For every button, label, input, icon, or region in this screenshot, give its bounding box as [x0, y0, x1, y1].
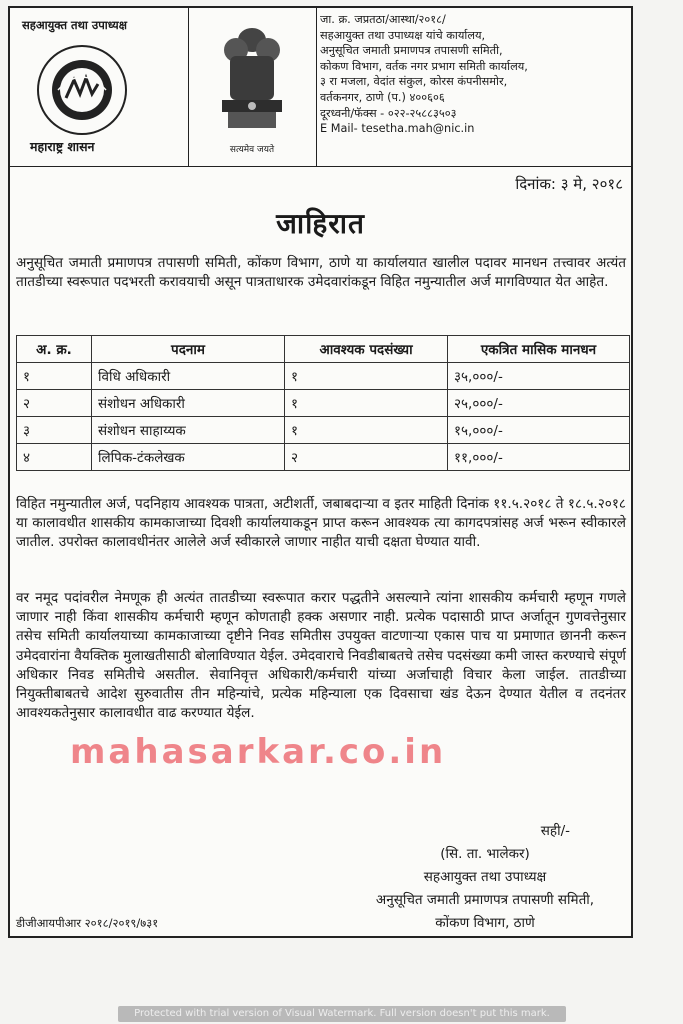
notice-title: जाहिरात — [276, 207, 365, 240]
address-line: ३ रा मजला, वेदांत संकुल, कोरस कंपनीसमोर, — [320, 75, 508, 89]
cell-salary: १५,०००/- — [448, 417, 630, 444]
letterhead — [10, 8, 631, 167]
cell-post: संशोधन अधिकारी — [92, 390, 285, 417]
cell-post: लिपिक-टंकलेखक — [92, 444, 285, 471]
signatory-name: (सि. ता. भालेकर) — [440, 846, 530, 862]
address-line: वर्तकनगर, ठाणे (प.) ४००६०६ — [320, 90, 445, 104]
table-row — [17, 390, 630, 417]
cell-salary: २५,०००/- — [448, 390, 630, 417]
cell-serial: ४ — [17, 444, 92, 471]
signatory-division: कोंकण विभाग, ठाणे — [435, 915, 535, 931]
signatory-committee: अनुसूचित जमाती प्रमाणपत्र तपासणी समिती, — [375, 892, 595, 908]
department-title: सहआयुक्त तथा उपाध्यक्ष — [22, 18, 127, 32]
cell-count: २ — [285, 444, 448, 471]
table-row — [17, 417, 630, 444]
trial-watermark-notice: Protected with trial version of Visual Watermark. Full version doesn't put this mark. — [118, 1006, 566, 1022]
advertisement-sheet — [8, 6, 633, 938]
office-address — [320, 12, 628, 137]
signature-mark: सही/- — [540, 823, 570, 839]
cell-salary: ११,०००/- — [448, 444, 630, 471]
address-line: अनुसूचित जमाती प्रमाणपत्र तपासणी समिती, — [320, 44, 503, 58]
address-line: सहआयुक्त तथा उपाध्यक्ष यांचे कार्यालय, — [320, 28, 486, 42]
cell-salary: ३५,०००/- — [448, 363, 630, 390]
cell-count: १ — [285, 417, 448, 444]
table-row — [17, 444, 630, 471]
cell-count: १ — [285, 390, 448, 417]
application-paragraph: विहित नमुन्यातील अर्ज, पदनिहाय आवश्यक पात्रता, अटीशर्ती, जबाबदाऱ्या व इतर माहिती दिनांक ११.५.२०१८ ते १८.५.२०१८ या कालावधीत शासकीय कामकाजाच्या दिवशी कार्यालयाकडून प्राप्त करून आवश्यक त्या कागदपत्रांसह अर्ज भरून स्वीकारले जातील. उपरोक्त कालावधीनंतर आलेले अर्ज स्वीकारले जाणार नाहीत याची दक्षता घेण्यात यावी. — [16, 496, 626, 551]
cell-post: विधि अधिकारी — [92, 363, 285, 390]
cell-serial: २ — [17, 390, 92, 417]
emblem-motto: सत्यमेव जयते — [229, 145, 275, 155]
government-label: महाराष्ट्र शासन — [30, 139, 95, 154]
table-header-row — [17, 336, 630, 363]
ref-number: जा. क्र. जप्रतठा/आस्था/२०१८/ — [320, 13, 446, 26]
address-line: कोकण विभाग, वर्तक नगर प्रभाग समिती कार्यालय, — [320, 59, 528, 73]
cell-count: १ — [285, 363, 448, 390]
col-count: आवश्यक पदसंख्या — [285, 336, 448, 363]
tribal-dept-seal-icon — [36, 44, 128, 136]
email: E Mail- tesetha.mah@nic.in — [320, 122, 475, 136]
table-row — [17, 363, 630, 390]
col-serial: अ. क्र. — [17, 336, 92, 363]
col-post: पदनाम — [92, 336, 285, 363]
national-emblem-icon — [208, 18, 296, 138]
intro-paragraph: अनुसूचित जमाती प्रमाणपत्र तपासणी समिती, कोंकण विभाग, ठाणे या कार्यालयात खालील पदावर मानधन तत्त्वावर अत्यंत तातडीच्या स्वरूपात पदभरती करावयाची असून पात्रताधारक उमेदवारांकडून विहित नमुन्यातील अर्ज मागविण्यात येत आहेत. — [16, 255, 626, 291]
col-salary: एकत्रित मासिक मानधन — [448, 336, 630, 363]
letterhead-left — [10, 8, 189, 166]
cell-serial: १ — [17, 363, 92, 390]
phone-fax: दूरध्वनी/फॅक्स - ०२२-२५८८३५०३ — [320, 106, 457, 120]
posts-table — [16, 335, 630, 471]
dgipr-code: डीजीआयपीआर २०१८/२०१९/७३१ — [16, 916, 159, 930]
cell-serial: ३ — [17, 417, 92, 444]
notice-date: दिनांक: ३ मे, २०१८ — [515, 175, 623, 193]
watermark: mahasarkar.co.in — [70, 732, 447, 772]
signature-block — [340, 820, 630, 935]
terms-paragraph: वर नमूद पदांवरील नेमणूक ही अत्यंत तातडीच्या स्वरूपात करार पद्धतीने असल्याने त्यांना शासकीय कर्मचारी म्हणून गणले जाणार नाही किंवा शासकीय कर्मचारी म्हणून कोणताही हक्क असणार नाही. प्रत्येक पदासाठी प्राप्त अर्जातून गुणवत्तेनुसार तसेच समिती कार्यालयाच्या कामकाजाच्या दृष्टीने निवड समितीस उपयुक्त वाटणाऱ्या एकास पाच या प्रमाणात छाननी करून उमेदवारांना वैयक्तिक मुलाखतीसाठी बोलाविण्यात येईल. उमेदवाराचे निवडीबाबतचे तसेच पदसंख्या कमी जास्त करण्याचे संपूर्ण अधिकार निवड समितीचे असतील. सेवानिवृत्त अधिकारी/कर्मचारी यांच्या अर्जाचाही विचार केला जाईल. तातडीच्या नियुक्तीबाबतचे आदेश सुरुवातीस तीन महिन्यांचे, प्रत्येक महिन्याला एक दिवसाचा खंड देऊन देण्यात येतील व तदनंतर आवश्यकतेनुसार कालावधीत वाढ करण्यात येईल. — [16, 590, 626, 722]
signatory-designation: सहआयुक्त तथा उपाध्यक्ष — [423, 869, 547, 885]
letterhead-emblem — [188, 8, 317, 166]
cell-post: संशोधन साहाय्यक — [92, 417, 285, 444]
